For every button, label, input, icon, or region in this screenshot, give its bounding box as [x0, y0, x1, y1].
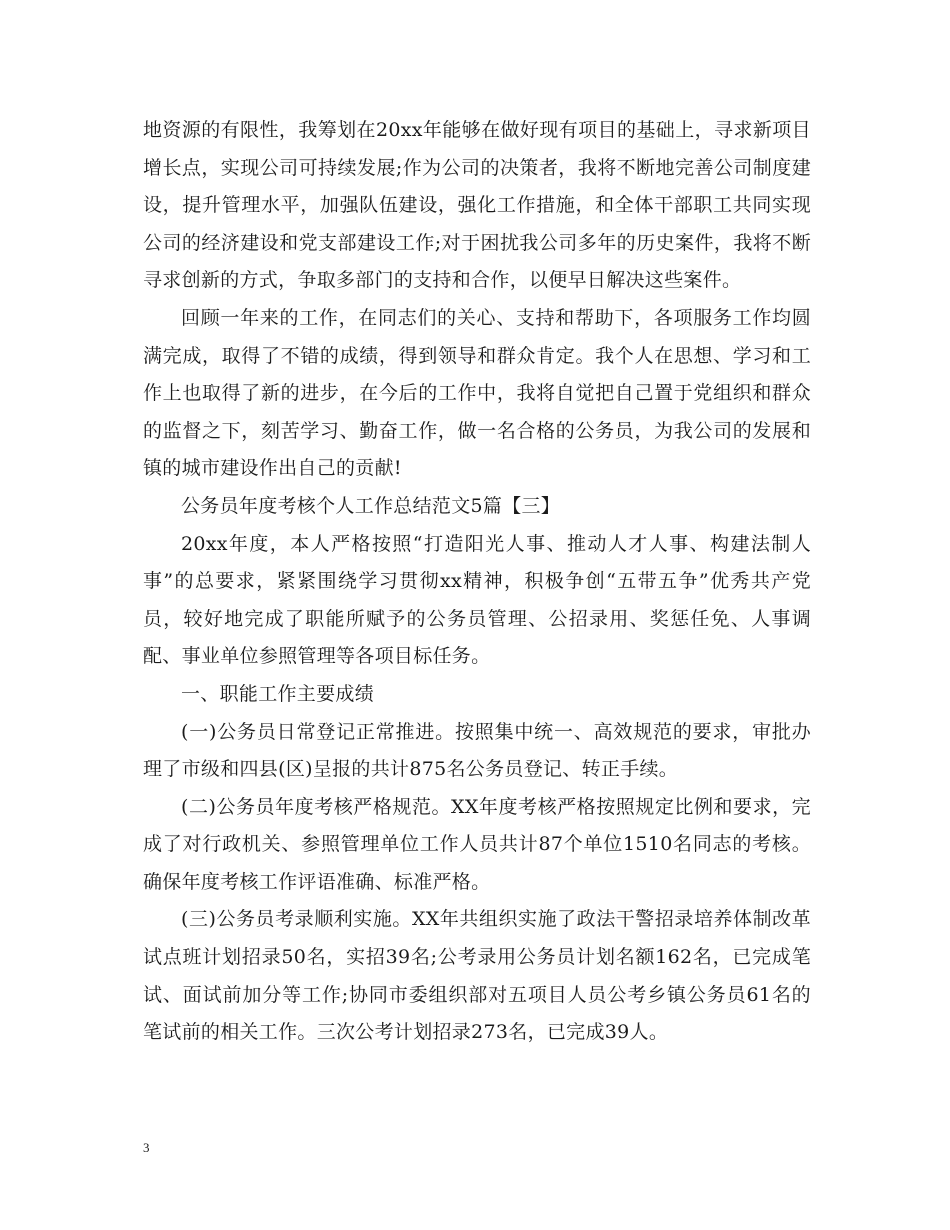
- paragraph-3: 20xx年度，本人严格按照“打造阳光人事、推动人才人事、构建法制人事”的总要求，紧紧围绕学习贯彻xx精神，积极争创“五带五争”优秀共产党员，较好地完成了职能所赋予的公务员管理、公招录用、奖惩任免、人事调配、事业单位参照管理等各项目标任务。: [143, 532, 811, 668]
- section-title: 公务员年度考核个人工作总结范文5篇【三】: [181, 494, 561, 517]
- paragraph-1: 地资源的有限性，我筹划在20xx年能够在做好现有项目的基础上，寻求新项目增长点，实现公司可持续发展;作为公司的决策者，我将不断地完善公司制度建设，提升管理水平，加强队伍建设，强化工作措施，和全体干部职工共同实现公司的经济建设和党支部建设工作;对于困扰我公司多年的历史案件，我将不断寻求创新的方式，争取多部门的支持和合作，以便早日解决这些案件。: [143, 119, 811, 292]
- paragraph-4: (一)公务员日常登记正常推进。按照集中统一、高效规范的要求，审批办理了市级和四县(区)呈报的共计875名公务员登记、转正手续。: [143, 720, 811, 781]
- subsection-heading: 一、职能工作主要成绩: [181, 682, 375, 705]
- paragraph-6: (三)公务员考录顺利实施。XX年共组织实施了政法干警招录培养体制改革试点班计划招录50名，实招39名;公考录用公务员计划名额162名，已完成笔试、面试前加分等工作;协同市委组织部对五项目人员公考乡镇公务员61名的笔试前的相关工作。三次公考计划招录273名，已完成39人。: [143, 908, 811, 1044]
- paragraph-2: 回顾一年来的工作，在同志们的关心、支持和帮助下，各项服务工作均圆满完成，取得了不错的成绩，得到领导和群众肯定。我个人在思想、学习和工作上也取得了新的进步，在今后的工作中，我将自觉把自己置于党组织和群众的监督之下，刻苦学习、勤奋工作，做一名合格的公务员，为我公司的发展和镇的城市建设作出自己的贡献!: [143, 306, 811, 480]
- page-number: 3: [143, 1140, 150, 1155]
- paragraph-5: (二)公务员年度考核严格规范。XX年度考核严格按照规定比例和要求，完成了对行政机关、参照管理单位工作人员共计87个单位1510名同志的考核。确保年度考核工作评语准确、标准严格。: [143, 795, 811, 893]
- document-body: [143, 112, 811, 1052]
